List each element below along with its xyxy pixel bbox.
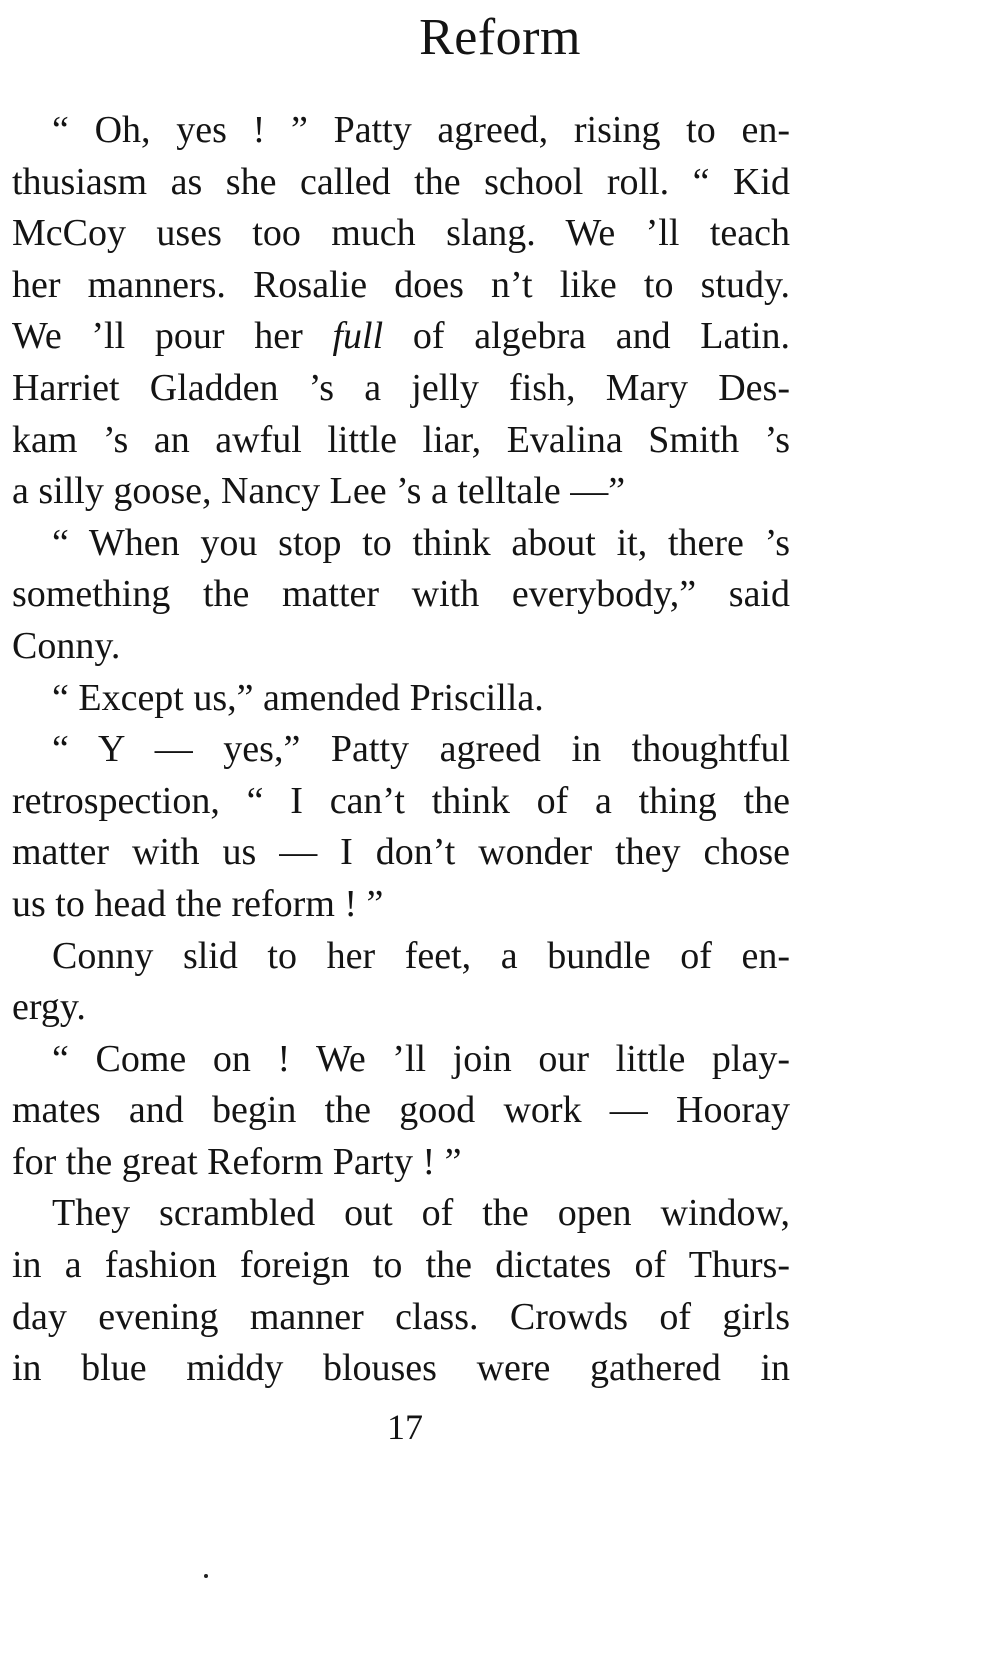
text-line: us to head the reform ! ” [12, 882, 384, 925]
text-line: We ’ll pour her full of algebra and Latin. [12, 315, 791, 358]
text-line: “ Except us,” amended Priscilla. [52, 676, 544, 719]
text-line: Conny. [12, 624, 121, 667]
text-line: kam ’s an awful little liar, Evalina Smith ’s [12, 418, 790, 461]
body-text [12, 105, 790, 1395]
text-line: “ Oh, yes ! ” Patty agreed, rising to en- [52, 109, 790, 151]
text-line: “ When you stop to think about it, there ’s [52, 521, 790, 564]
emphasis: full [332, 315, 384, 358]
text-line: in blue middy blouses were gathered in [12, 1347, 790, 1390]
text-line: “ Y — yes,” Patty agreed in thoughtful [52, 728, 790, 771]
text-line: McCoy uses too much slang. We ’ll teach [12, 212, 790, 255]
text-line: a silly goose, Nancy Lee ’s a telltale —” [12, 470, 626, 513]
text-line: “ Come on ! We ’ll join our little play- [52, 1037, 790, 1080]
text-line: They scrambled out of the open window, [52, 1192, 790, 1235]
text-line: day evening manner class. Crowds of girls [12, 1295, 790, 1338]
text-line: matter with us — I don’t wonder they chose [12, 831, 790, 874]
text-line: mates and begin the good work — Hooray [12, 1089, 790, 1132]
text-line: retrospection, “ I can’t think of a thing the [12, 779, 790, 822]
text-line: something the matter with everybody,” said [12, 573, 790, 616]
text-line: in a fashion foreign to the dictates of Thurs- [12, 1244, 790, 1287]
text-line: Harriet Gladden ’s a jelly fish, Mary Des- [12, 366, 790, 409]
text-line: for the great Reform Party ! ” [12, 1140, 462, 1183]
text-line: her manners. Rosalie does n’t like to study. [12, 263, 790, 306]
text-line: thusiasm as she called the school roll. “ Kid [12, 160, 790, 203]
text-line: Conny slid to her feet, a bundle of en- [52, 934, 790, 977]
text-line: ergy. [12, 986, 86, 1029]
print-speck [204, 1574, 208, 1578]
running-head: Reform [419, 9, 581, 66]
page-number: 17 [387, 1407, 423, 1447]
